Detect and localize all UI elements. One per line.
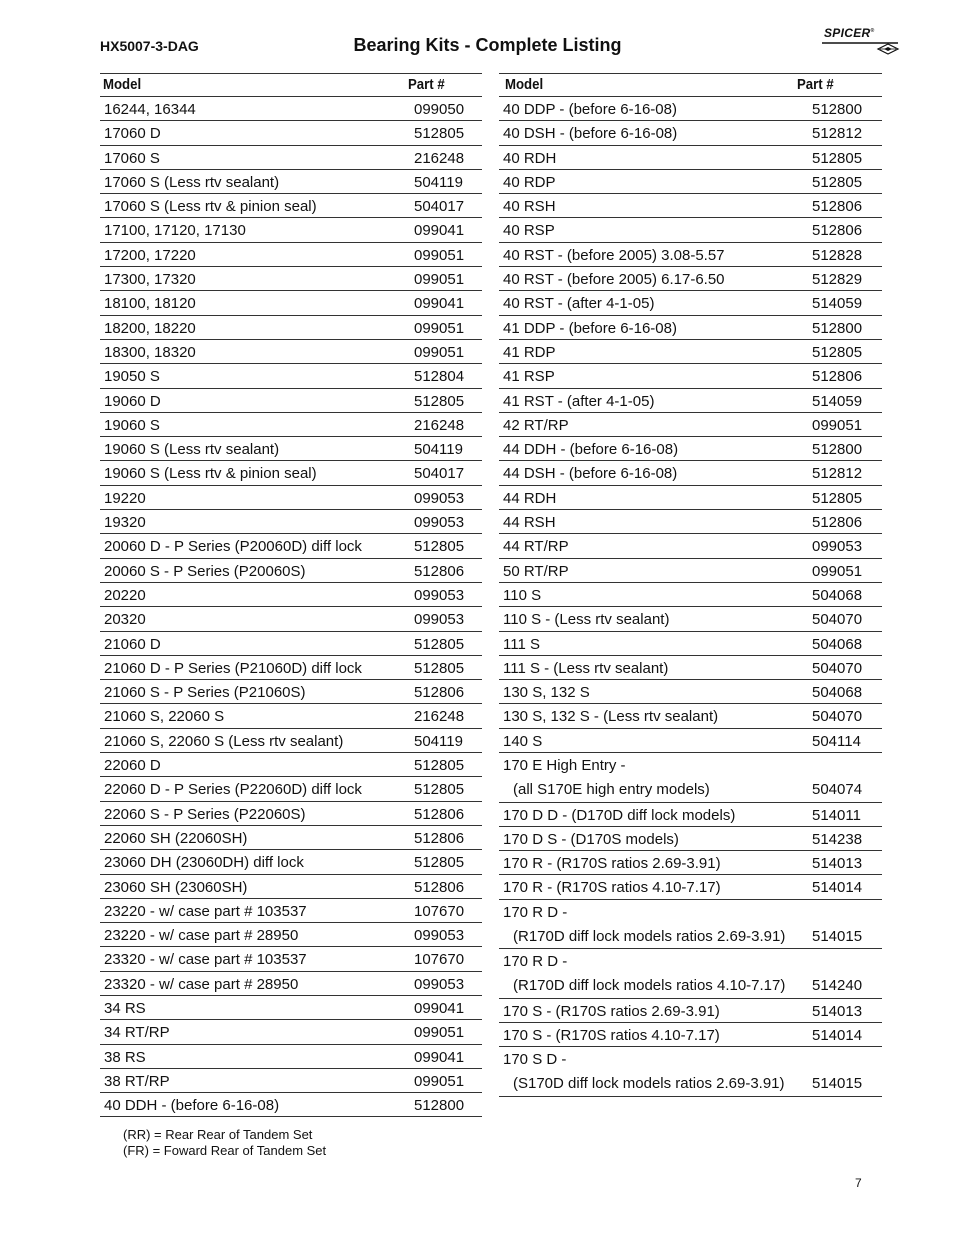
model-cell: 23060 DH (23060DH) diff lock (104, 854, 304, 872)
table-row (100, 680, 482, 704)
model-cell: 38 RS (104, 1048, 146, 1066)
part-number-cell: 504017 (414, 465, 465, 483)
model-cell: 170 R - (R170S ratios 4.10-7.17) (503, 879, 721, 897)
model-cell: 170 S - (R170S ratios 4.10-7.17) (503, 1027, 720, 1044)
model-cell: 23320 - w/ case part # 103537 (104, 951, 307, 969)
table-row (100, 486, 482, 510)
model-column-header: Model (103, 76, 142, 93)
part-number-cell: 504068 (812, 586, 863, 604)
model-cell: 19050 S (104, 368, 160, 386)
part-number-cell: 512805 (812, 489, 863, 507)
model-cell: 18300, 18320 (104, 343, 196, 361)
part-number-cell: 504119 (414, 441, 463, 459)
part-number-cell: 512800 (414, 1097, 465, 1115)
table-row (499, 1023, 882, 1047)
table-row (100, 340, 482, 364)
model-cell: 111 S - (Less rtv sealant) (503, 659, 669, 677)
table-header (100, 73, 482, 97)
table-row (499, 267, 882, 291)
model-cell: 44 RT/RP (503, 538, 569, 556)
table-row (100, 607, 482, 631)
table-row (499, 583, 882, 607)
part-number-cell: 512805 (414, 538, 465, 556)
part-number-cell: 514014 (812, 1027, 863, 1044)
table-row (100, 267, 482, 291)
table-row (499, 704, 882, 728)
part-number-cell: 514240 (812, 977, 863, 995)
table-row (499, 559, 882, 583)
table-row (100, 389, 482, 413)
table-row (499, 729, 882, 753)
model-cell: 42 RT/RP (503, 416, 569, 434)
model-cell: 20320 (104, 611, 146, 629)
model-cell: 17060 D (104, 125, 161, 143)
model-cell: 40 RDP (503, 173, 556, 191)
model-cell: 19060 D (104, 392, 161, 410)
model-cell: 20220 (104, 586, 146, 604)
model-cell: 18200, 18220 (104, 319, 196, 337)
part-number-cell: 514059 (812, 295, 863, 313)
part-number-cell: 512806 (414, 684, 465, 702)
part-number-cell: 099041 (414, 295, 465, 313)
model-cell: 40 DSH - (before 6-16-08) (503, 125, 678, 143)
page-title: Bearing Kits - Complete Listing (353, 35, 622, 55)
part-number-cell: 099053 (414, 611, 465, 629)
table-row (499, 851, 882, 875)
model-subline: (S170D diff lock models ratios 2.69-3.91) (513, 1075, 785, 1093)
part-number-cell: 107670 (414, 951, 465, 969)
model-cell: 170 S D - (503, 1051, 567, 1069)
table-row (499, 949, 882, 999)
table-row (499, 170, 882, 194)
part-number-cell: 514013 (812, 855, 863, 873)
doc-code: HX5007-3-DAG (100, 38, 199, 54)
part-number-cell: 504068 (812, 635, 863, 653)
model-cell: 21060 D (104, 635, 161, 653)
part-column-header: Part # (408, 76, 445, 93)
right-rows (499, 97, 882, 1097)
part-number-cell: 099053 (414, 489, 465, 507)
part-number-cell: 512829 (812, 271, 863, 289)
part-number-cell: 512806 (414, 562, 465, 580)
table-row (100, 1020, 482, 1044)
model-cell: 19060 S (Less rtv sealant) (104, 441, 280, 459)
model-cell: 20060 D - P Series (P20060D) diff lock (104, 538, 362, 556)
part-number-cell: 514013 (812, 1002, 863, 1020)
table-row (499, 291, 882, 315)
part-number-cell: 099051 (414, 1072, 465, 1090)
part-number-cell: 512800 (812, 319, 863, 337)
model-cell: 111 S (503, 635, 540, 653)
part-number-cell: 512806 (812, 198, 863, 216)
model-cell: 19060 S (104, 416, 160, 434)
model-cell: 40 RST - (before 2005) 3.08-5.57 (503, 246, 725, 264)
model-cell: 20060 S - P Series (P20060S) (104, 562, 306, 580)
model-cell: 40 RDH (503, 149, 557, 167)
part-number-cell: 099051 (414, 271, 465, 289)
model-cell: 23320 - w/ case part # 28950 (104, 975, 299, 993)
model-cell: 41 RDP (503, 343, 556, 361)
part-number-cell: 512805 (414, 757, 465, 775)
model-cell: 41 RSP (503, 368, 555, 386)
part-number-cell: 512805 (414, 854, 465, 872)
model-cell: 110 S (503, 586, 542, 604)
model-cell: 21060 S - P Series (P21060S) (104, 684, 306, 702)
part-number-cell: 099051 (812, 562, 863, 580)
part-number-cell: 504070 (812, 708, 863, 726)
model-cell: 23220 - w/ case part # 103537 (104, 902, 307, 920)
model-cell: 44 DDH - (before 6-16-08) (503, 441, 679, 459)
table-row (100, 947, 482, 971)
table-row (499, 607, 882, 631)
part-number-cell: 512806 (812, 368, 863, 386)
model-cell: 22060 S - P Series (P22060S) (104, 805, 306, 823)
part-number-cell: 099051 (414, 1024, 465, 1042)
table-row (499, 461, 882, 485)
part-number-cell: 099053 (812, 538, 863, 556)
part-number-cell: 514015 (812, 1075, 863, 1093)
table-row (499, 146, 882, 170)
part-number-cell: 512806 (414, 829, 465, 847)
table-row (499, 243, 882, 267)
part-number-cell: 514015 (812, 927, 863, 945)
table-row (100, 704, 482, 728)
part-number-cell: 504119 (414, 732, 463, 750)
table-row (100, 753, 482, 777)
table-row (100, 656, 482, 680)
part-number-cell: 099051 (414, 343, 465, 361)
model-cell: 19060 S (Less rtv & pinion seal) (104, 465, 317, 483)
table-row (499, 510, 882, 534)
part-number-cell: 099053 (414, 975, 465, 993)
part-number-cell: 514059 (812, 392, 863, 410)
table-row (499, 753, 882, 803)
part-number-cell: 514011 (812, 806, 861, 824)
table-row (100, 875, 482, 899)
model-cell: 170 R D - (503, 903, 568, 921)
table-row (100, 972, 482, 996)
table-row (499, 1047, 882, 1097)
model-subline: (all S170E high entry models) (513, 781, 710, 799)
logo-text: SPICER (824, 26, 871, 40)
part-number-cell: 512806 (812, 514, 863, 532)
part-number-cell: 099051 (812, 416, 863, 434)
right-table (499, 73, 882, 1097)
table-row (100, 632, 482, 656)
part-number-cell: 216248 (414, 149, 465, 167)
model-cell: 40 RST - (after 4-1-05) (503, 295, 655, 313)
model-cell: 17060 S (Less rtv sealant) (104, 173, 280, 191)
table-row (499, 121, 882, 145)
part-number-cell: 504114 (812, 732, 861, 750)
table-row (100, 510, 482, 534)
part-number-cell: 512805 (414, 392, 465, 410)
part-number-cell: 512805 (414, 125, 465, 143)
table-row (499, 340, 882, 364)
table-row (100, 437, 482, 461)
model-cell: 44 DSH - (before 6-16-08) (503, 465, 678, 483)
part-number-cell: 099051 (414, 246, 465, 264)
part-number-cell: 216248 (414, 708, 465, 726)
table-row (100, 923, 482, 947)
part-column-header: Part # (797, 76, 834, 93)
part-number-cell: 512812 (812, 125, 863, 143)
left-rows (100, 97, 482, 1117)
table-row (100, 97, 482, 121)
model-cell: 170 R D - (503, 953, 568, 971)
model-cell: 19320 (104, 514, 146, 532)
part-number-cell: 099041 (414, 222, 465, 240)
model-cell: 140 S (503, 732, 543, 750)
part-number-cell: 099041 (414, 1048, 465, 1066)
table-row (100, 850, 482, 874)
part-number-cell: 512805 (414, 781, 465, 799)
table-row (100, 802, 482, 826)
model-cell: 38 RT/RP (104, 1072, 170, 1090)
table-row (499, 656, 882, 680)
model-cell: 40 RST - (before 2005) 6.17-6.50 (503, 271, 725, 289)
model-cell: 44 RSH (503, 514, 556, 532)
table-row (499, 534, 882, 558)
model-subline: (R170D diff lock models ratios 2.69-3.91) (513, 927, 786, 945)
logo-registered-mark: ® (870, 28, 875, 34)
table-row (499, 364, 882, 388)
table-row (100, 316, 482, 340)
model-cell: 22060 D - P Series (P22060D) diff lock (104, 781, 362, 799)
part-number-cell: 512805 (812, 173, 863, 191)
table-row (100, 1069, 482, 1093)
model-cell: 17060 S (Less rtv & pinion seal) (104, 198, 317, 216)
model-cell: 23220 - w/ case part # 28950 (104, 927, 299, 945)
table-row (499, 827, 882, 851)
part-number-cell: 512812 (812, 465, 863, 483)
table-row (499, 632, 882, 656)
table-row (499, 680, 882, 704)
table-header (499, 73, 882, 97)
model-cell: 170 D D - (D170D diff lock models) (503, 806, 736, 824)
table-row (100, 777, 482, 801)
table-row (100, 461, 482, 485)
table-row (100, 729, 482, 753)
spicer-logo (822, 26, 902, 60)
part-number-cell: 504070 (812, 611, 863, 629)
part-number-cell: 512804 (414, 368, 465, 386)
model-cell: 40 DDH - (before 6-16-08) (104, 1097, 280, 1115)
table-row (499, 389, 882, 413)
part-number-cell: 514238 (812, 830, 863, 848)
model-cell: 18100, 18120 (104, 295, 196, 313)
table-row (100, 243, 482, 267)
table-row (499, 97, 882, 121)
table-row (100, 413, 482, 437)
model-cell: 40 DDP - (before 6-16-08) (503, 101, 677, 118)
model-cell: 40 RSH (503, 198, 556, 216)
part-number-cell: 512800 (812, 441, 863, 459)
part-number-cell: 504017 (414, 198, 465, 216)
part-number-cell: 099050 (414, 101, 465, 118)
part-number-cell: 504070 (812, 659, 863, 677)
model-column-header: Model (505, 76, 544, 93)
part-number-cell: 512806 (812, 222, 863, 240)
table-row (499, 437, 882, 461)
model-cell: 130 S, 132 S - (Less rtv sealant) (503, 708, 719, 726)
part-number-cell: 512806 (414, 878, 465, 896)
footnote-fr: (FR) = Foward Rear of Tandem Set (123, 1143, 327, 1158)
part-number-cell: 099053 (414, 514, 465, 532)
left-table (100, 73, 482, 1117)
table-row (100, 364, 482, 388)
model-cell: 170 D S - (D170S models) (503, 830, 679, 848)
model-cell: 17060 S (104, 149, 160, 167)
table-row (100, 218, 482, 242)
model-cell: 21060 D - P Series (P21060D) diff lock (104, 659, 362, 677)
part-number-cell: 512805 (812, 343, 863, 361)
model-cell: 44 RDH (503, 489, 557, 507)
model-cell: 17200, 17220 (104, 246, 196, 264)
model-cell: 22060 D (104, 757, 161, 775)
table-row (100, 170, 482, 194)
model-cell: 130 S, 132 S (503, 684, 590, 702)
footnotes (123, 1127, 326, 1159)
part-number-cell: 514014 (812, 879, 863, 897)
logo-wordmark (824, 26, 874, 40)
model-cell: 50 RT/RP (503, 562, 569, 580)
part-number-cell: 512805 (414, 635, 465, 653)
table-row (100, 1093, 482, 1117)
part-number-cell: 099051 (414, 319, 465, 337)
model-cell: 170 S - (R170S ratios 2.69-3.91) (503, 1002, 720, 1020)
table-row (499, 900, 882, 950)
model-cell: 170 R - (R170S ratios 2.69-3.91) (503, 855, 721, 873)
model-cell: 16244, 16344 (104, 101, 196, 118)
page-number: 7 (855, 1176, 862, 1190)
model-cell: 41 DDP - (before 6-16-08) (503, 319, 677, 337)
footnote-rr: (RR) = Rear Rear of Tandem Set (123, 1127, 313, 1142)
table-row (499, 218, 882, 242)
model-subline: (R170D diff lock models ratios 4.10-7.17) (513, 977, 786, 995)
part-number-cell: 504074 (812, 781, 863, 799)
table-row (499, 999, 882, 1023)
part-number-cell: 216248 (414, 416, 465, 434)
table-row (100, 1045, 482, 1069)
part-number-cell: 512805 (414, 659, 465, 677)
part-number-cell: 512800 (812, 101, 863, 118)
part-number-cell: 099041 (414, 999, 465, 1017)
dana-diamond-icon (822, 40, 902, 60)
model-cell: 41 RST - (after 4-1-05) (503, 392, 655, 410)
model-cell: 17300, 17320 (104, 271, 196, 289)
table-row (499, 803, 882, 827)
table-row (100, 194, 482, 218)
part-number-cell: 099053 (414, 586, 465, 604)
model-cell: 21060 S, 22060 S (Less rtv sealant) (104, 732, 344, 750)
table-row (100, 899, 482, 923)
table-row (100, 291, 482, 315)
table-row (100, 826, 482, 850)
table-row (100, 996, 482, 1020)
table-row (100, 534, 482, 558)
model-cell: 110 S - (Less rtv sealant) (503, 611, 670, 629)
part-number-cell: 512828 (812, 246, 863, 264)
table-row (499, 316, 882, 340)
model-cell: 23060 SH (23060SH) (104, 878, 248, 896)
model-cell: 22060 SH (22060SH) (104, 829, 248, 847)
table-row (499, 875, 882, 899)
table-row (100, 583, 482, 607)
table-row (100, 559, 482, 583)
part-number-cell: 512806 (414, 805, 465, 823)
model-cell: 34 RS (104, 999, 146, 1017)
part-number-cell: 512805 (812, 149, 863, 167)
model-cell: 34 RT/RP (104, 1024, 170, 1042)
table-row (100, 121, 482, 145)
table-row (100, 146, 482, 170)
part-number-cell: 504119 (414, 173, 463, 191)
part-number-cell: 107670 (414, 902, 465, 920)
model-cell: 17100, 17120, 17130 (104, 222, 246, 240)
model-cell: 170 E High Entry - (503, 757, 626, 775)
model-cell: 40 RSP (503, 222, 555, 240)
table-row (499, 194, 882, 218)
model-cell: 21060 S, 22060 S (104, 708, 225, 726)
table-row (499, 486, 882, 510)
table-row (499, 413, 882, 437)
model-cell: 19220 (104, 489, 146, 507)
part-number-cell: 099053 (414, 927, 465, 945)
part-number-cell: 504068 (812, 684, 863, 702)
